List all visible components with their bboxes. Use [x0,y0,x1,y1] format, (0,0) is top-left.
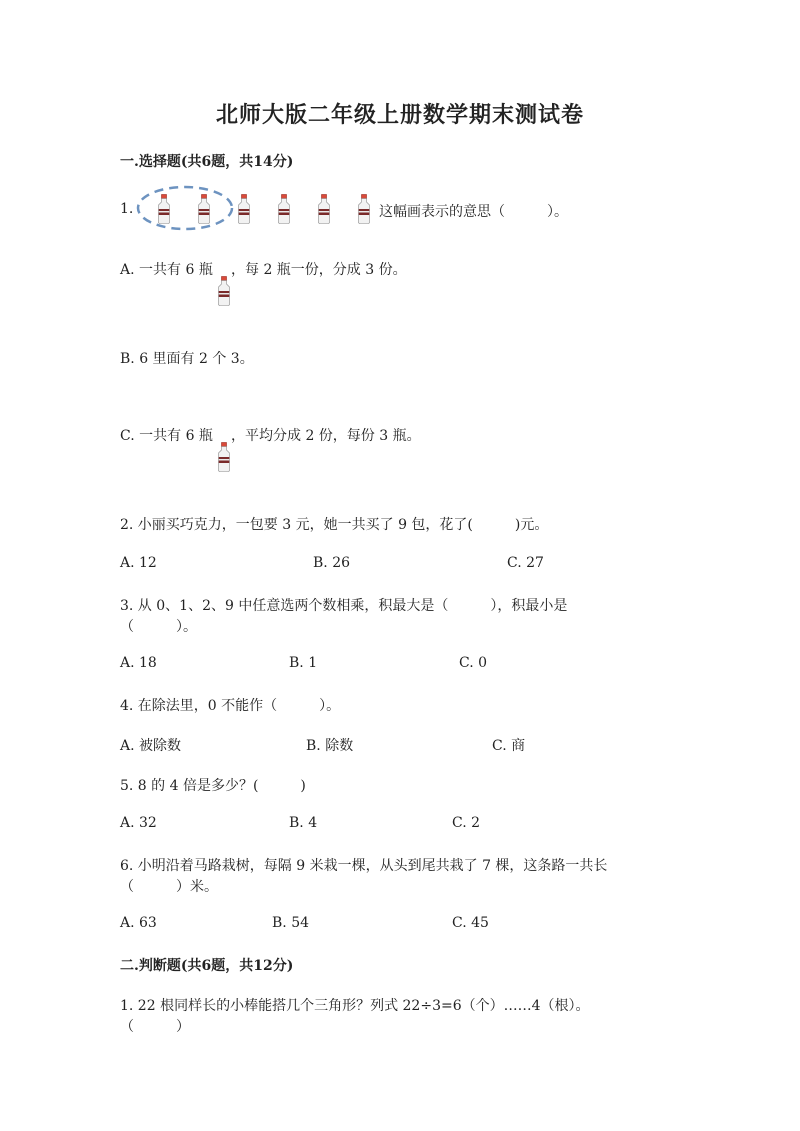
q4-option-c: C. 商 [492,738,526,754]
bottle-icon [277,194,291,224]
question-6-text-line1: 6. 小明沿着马路栽树，每隔 9 米栽一棵，从头到尾共栽了 7 棵，这条路一共长 [120,858,608,874]
question-5-text: 5. 8 的 4 倍是多少？( ) [120,778,306,794]
q2-option-a: A. 12 [120,555,157,571]
question-1-text: 这幅画表示的意思（ ）。 [379,204,568,220]
q3-option-b: B. 1 [289,655,318,671]
q6-option-a: A. 63 [120,915,157,931]
bottle-icon [197,194,211,224]
section-heading-choice: 一.选择题(共6题，共14分) [120,154,294,170]
page-title: 北师大版二年级上册数学期末测试卷 [215,102,584,128]
question-3-text-line2: （ ）。 [120,619,197,635]
q1-option-a-pre: A. 一共有 6 瓶 [120,262,213,278]
bottle-icon [217,276,231,306]
q3-option-c: C. 0 [459,655,488,671]
question-6-text-line2: （ ）米。 [120,879,218,895]
bottle-icon [317,194,331,224]
q5-option-c: C. 2 [452,815,481,831]
q2-option-b: B. 26 [313,555,351,571]
bottle-icon [217,442,231,472]
bottle-icon [157,194,171,224]
q1-option-b: B. 6 里面有 2 个 3。 [120,351,254,367]
q5-option-a: A. 32 [120,815,157,831]
question-2-text: 2. 小丽买巧克力，一包要 3 元，她一共买了 9 包，花了( )元。 [120,517,549,533]
q5-option-b: B. 4 [289,815,318,831]
judgement-1-text-line2: （ ） [120,1019,190,1035]
question-4-text: 4. 在除法里，0 不能作（ ）。 [120,698,341,714]
bottle-icon [357,194,371,224]
question-3-text-line1: 3. 从 0、1、2、9 中任意选两个数相乘，积最大是（ ），积最小是 [120,598,568,614]
q1-option-c-post: ，平均分成 2 份，每份 3 瓶。 [231,428,421,444]
question-1-number: 1. [120,201,134,217]
q4-option-b: B. 除数 [306,738,354,754]
dashed-group-circle [135,184,235,232]
q2-option-c: C. 27 [507,555,544,571]
judgement-1-text-line1: 1. 22 根同样长的小棒能搭几个三角形？列式 22÷3=6（个）……4（根）。 [120,998,590,1014]
q6-option-b: B. 54 [272,915,310,931]
q4-option-a: A. 被除数 [120,738,182,754]
bottle-icon [237,194,251,224]
q6-option-c: C. 45 [452,915,489,931]
section-heading-judgement: 二.判断题(共6题，共12分) [120,958,294,974]
q1-option-c-pre: C. 一共有 6 瓶 [120,428,213,444]
q3-option-a: A. 18 [120,655,157,671]
q1-option-a-post: ，每 2 瓶一份，分成 3 份。 [231,262,407,278]
